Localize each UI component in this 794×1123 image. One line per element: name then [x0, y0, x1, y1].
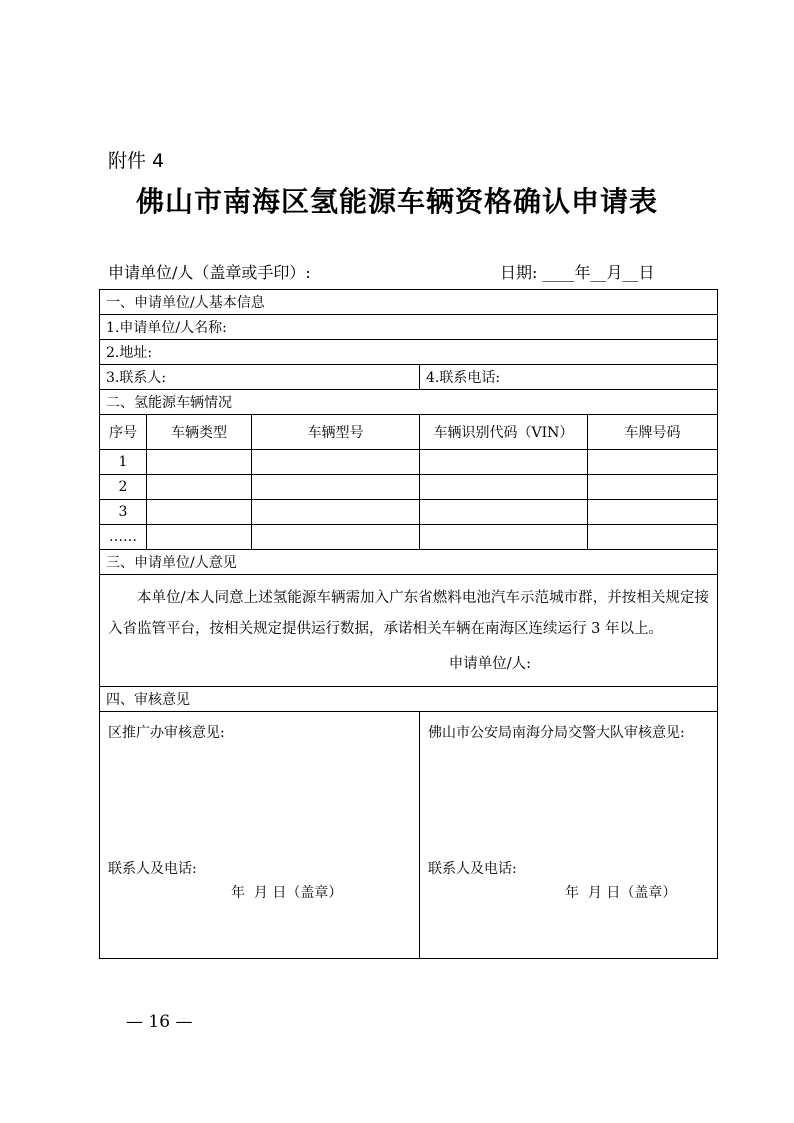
attachment-label: 附件 4 [108, 150, 165, 172]
column-header-index: 序号 [100, 415, 147, 450]
contact-person-field[interactable]: 3.联系人: [100, 365, 420, 390]
vehicle-model-cell[interactable] [252, 525, 420, 550]
row-index: 3 [100, 500, 147, 525]
contact-phone-field[interactable]: 4.联系电话: [420, 365, 718, 390]
vin-cell[interactable] [420, 500, 588, 525]
column-header-plate: 车牌号码 [588, 415, 718, 450]
applicant-line: 申请单位/人（盖章或手印）: [108, 263, 311, 282]
page-title: 佛山市南海区氢能源车辆资格确认申请表 [135, 185, 658, 218]
vin-cell[interactable] [420, 475, 588, 500]
traffic-police-review-cell[interactable] [420, 712, 718, 959]
vehicle-type-cell[interactable] [147, 450, 252, 475]
table-row [100, 525, 718, 550]
vehicle-type-cell[interactable] [147, 525, 252, 550]
district-review-contact: 联系人及电话: [108, 861, 197, 877]
table-row [100, 450, 718, 475]
opinion-text: 本单位/本人同意上述氢能源车辆需加入广东省燃料电池汽车示范城市群，并按相关规定接入省监管平台，按相关规定提供运行数据，承诺相关车辆在南海区连续运行 3 年以上。 [108, 590, 709, 637]
applicant-name-field[interactable]: 1.申请单位/人名称: [100, 315, 718, 340]
opinion-cell [100, 575, 718, 687]
applicant-signature-field[interactable]: 申请单位/人: [448, 656, 531, 672]
vehicle-model-cell[interactable] [252, 475, 420, 500]
row-index: …… [100, 525, 147, 550]
plate-cell[interactable] [588, 450, 718, 475]
section-vehicles-heading: 二、氢能源车辆情况 [100, 390, 718, 415]
address-field[interactable]: 2.地址: [100, 340, 718, 365]
vehicle-model-cell[interactable] [252, 500, 420, 525]
section-review-heading: 四、审核意见 [100, 687, 718, 712]
table-row [100, 475, 718, 500]
traffic-police-review-title: 佛山市公安局南海分局交警大队审核意见: [428, 725, 685, 741]
date-line: 日期: ____年__月__日 [500, 263, 655, 282]
plate-cell[interactable] [588, 525, 718, 550]
application-form-table [99, 289, 718, 959]
column-header-vin: 车辆识别代码（VIN） [420, 415, 588, 450]
vehicle-table-header [100, 415, 718, 450]
plate-cell[interactable] [588, 475, 718, 500]
page-number: — 16 — [126, 1012, 193, 1032]
row-index: 2 [100, 475, 147, 500]
vin-cell[interactable] [420, 525, 588, 550]
plate-cell[interactable] [588, 500, 718, 525]
vehicle-model-cell[interactable] [252, 450, 420, 475]
district-review-title: 区推广办审核意见: [108, 725, 225, 741]
row-index: 1 [100, 450, 147, 475]
traffic-police-review-date-seal: 年 月 日（盖章） [565, 885, 677, 901]
section-opinion-heading: 三、申请单位/人意见 [100, 550, 718, 575]
vehicle-type-cell[interactable] [147, 475, 252, 500]
section-basic-heading: 一、申请单位/人基本信息 [100, 290, 718, 315]
vin-cell[interactable] [420, 450, 588, 475]
vehicle-type-cell[interactable] [147, 500, 252, 525]
district-review-date-seal: 年 月 日（盖章） [231, 885, 343, 901]
district-office-review-cell[interactable] [100, 712, 420, 959]
traffic-police-review-contact: 联系人及电话: [428, 861, 517, 877]
column-header-vehicle-type: 车辆类型 [147, 415, 252, 450]
table-row [100, 500, 718, 525]
column-header-vehicle-model: 车辆型号 [252, 415, 420, 450]
